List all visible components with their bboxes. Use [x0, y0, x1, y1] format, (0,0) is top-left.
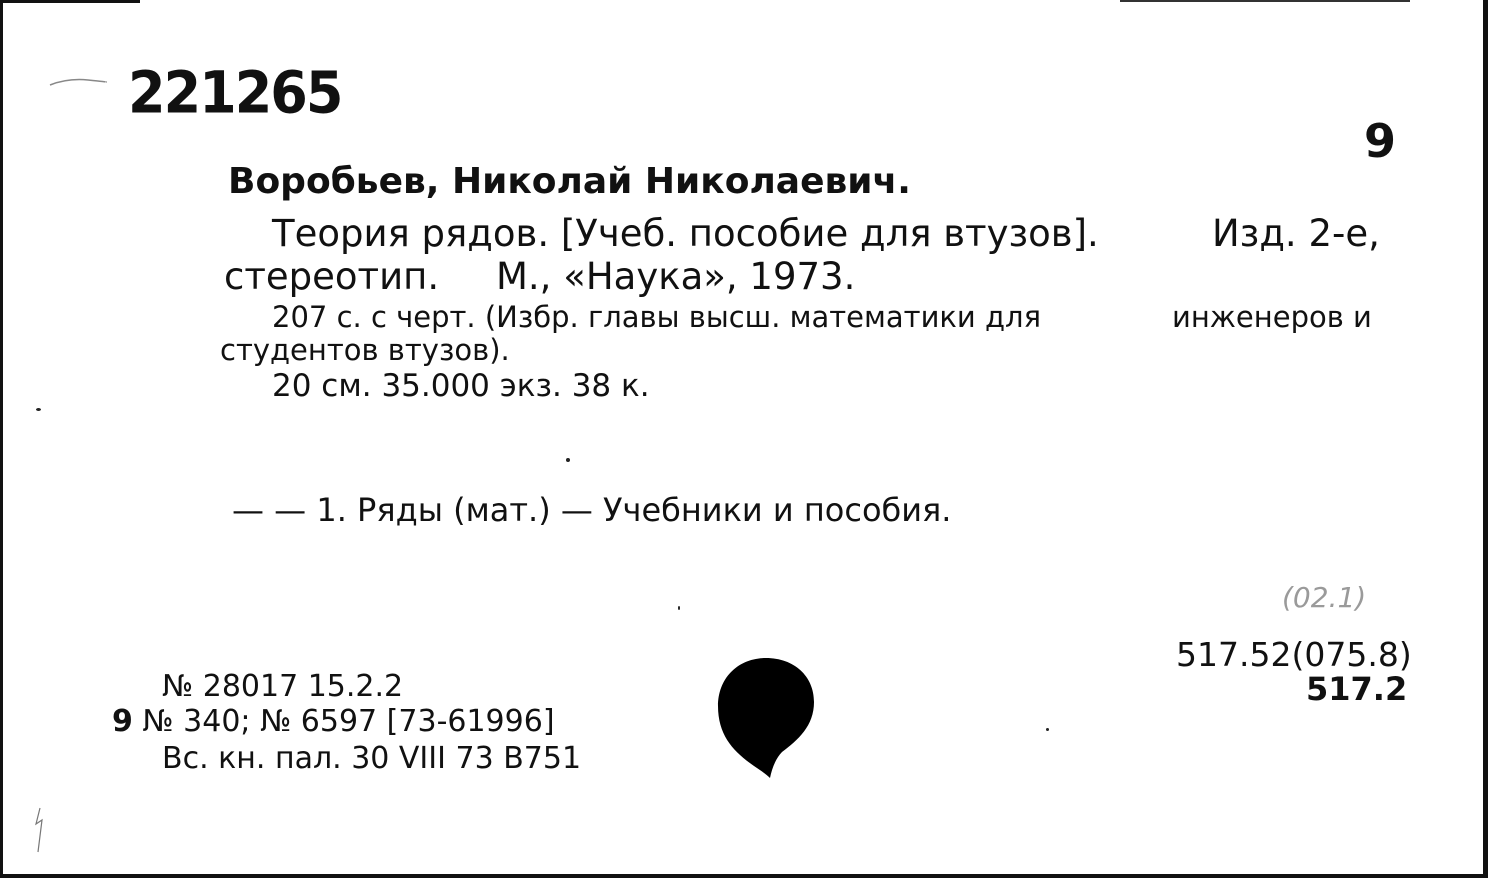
edition-statement: Изд. 2-е, — [1212, 212, 1380, 255]
punch-hole — [716, 656, 816, 780]
ink-speck — [566, 458, 570, 462]
card-edge-left — [0, 0, 3, 878]
title-line: Теория рядов. [Учеб. пособие для втузов]. — [272, 212, 1099, 255]
ink-speck — [36, 408, 41, 411]
physical-description-end: инженеров и — [1172, 300, 1372, 334]
book-chamber-line: Вс. кн. пал. 30 VIII 73 В751 — [162, 741, 582, 776]
size-and-price: 20 см. 35.000 экз. 38 к. — [272, 368, 650, 404]
pencil-stray-mark — [28, 806, 52, 854]
title-line-continued: стереотип. — [224, 255, 440, 298]
subject-heading: — — 1. Ряды (мат.) — Учебники и пособия. — [232, 491, 952, 529]
secondary-classification: 517.2 — [1306, 670, 1408, 708]
udc-classification: 517.52(075.8) — [1176, 635, 1412, 674]
card-registry-line — [112, 704, 555, 739]
registry-lead-mark: 9 — [112, 704, 133, 739]
shelf-mark: 9 — [1364, 114, 1397, 168]
author-heading: Воробьев, Николай Николаевич. — [228, 161, 911, 202]
card-reference-number: № 28017 15.2.2 — [162, 669, 404, 704]
pencil-scribble-mark — [48, 76, 108, 88]
ink-speck — [678, 606, 680, 610]
physical-description: 207 с. с черт. (Избр. главы высш. математики для — [272, 300, 1042, 334]
publication-info: М., «Наука», 1973. — [496, 255, 856, 298]
card-edge-top-right — [1120, 0, 1410, 2]
registry-numbers: № 340; № 6597 [73-61996] — [142, 704, 555, 739]
card-edge-top — [0, 0, 140, 3]
card-edge-right — [1483, 0, 1488, 878]
card-edge-bottom — [0, 874, 1488, 878]
pencil-classification: (02.1) — [1282, 581, 1367, 614]
inventory-number: 221265 — [128, 58, 342, 127]
ink-speck — [1046, 728, 1049, 731]
series-continued: студентов втузов). — [220, 333, 510, 367]
